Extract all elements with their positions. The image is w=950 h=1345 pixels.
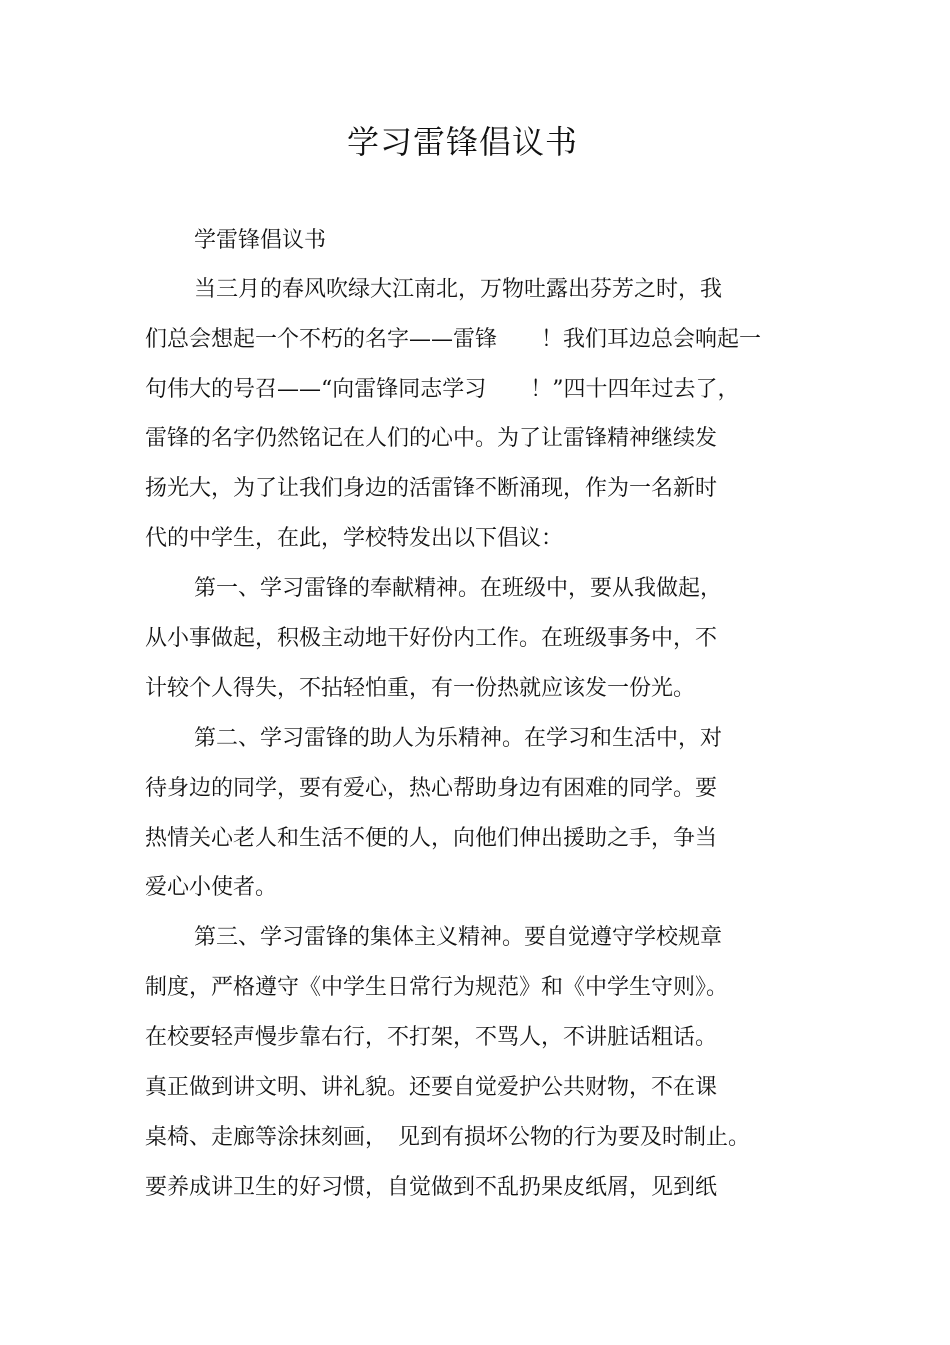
body-line: 当三月的春风吹绿大江南北，万物吐露出芬芳之时，我 <box>194 277 723 302</box>
body-line: 要养成讲卫生的好习惯，自觉做到不乱扔果皮纸屑，见到纸 <box>145 1175 718 1200</box>
body-line: 句伟大的号召——“向雷锋同志学习 ！”四十四年过去了， <box>145 377 740 402</box>
body-line: 第一、学习雷锋的奉献精神。在班级中，要从我做起， <box>194 576 723 601</box>
body-line: 从小事做起，积极主动地干好份内工作。在班级事务中，不 <box>145 626 718 651</box>
body-line: 热情关心老人和生活不便的人，向他们伸出援助之手，争当 <box>145 826 718 851</box>
body-line: 第二、学习雷锋的助人为乐精神。在学习和生活中，对 <box>194 726 723 751</box>
body-line: 们总会想起一个不朽的名字——雷锋 ！我们耳边总会响起一 <box>145 327 762 352</box>
body-line: 雷锋的名字仍然铭记在人们的心中。为了让雷锋精神继续发 <box>145 426 718 451</box>
body-line: 制度，严格遵守《中学生日常行为规范》和《中学生守则》。 <box>145 975 729 1000</box>
body-line: 桌椅、走廊等涂抹刻画， 见到有损坏公物的行为要及时制止。 <box>145 1125 751 1150</box>
document-title: 学习雷锋倡议书 <box>346 123 578 161</box>
body-line: 代的中学生，在此，学校特发出以下倡议： <box>145 526 564 551</box>
subtitle-line: 学雷锋倡议书 <box>194 228 327 253</box>
body-line: 扬光大，为了让我们身边的活雷锋不断涌现，作为一名新时 <box>145 476 718 501</box>
body-line: 待身边的同学，要有爱心，热心帮助身边有困难的同学。要 <box>145 776 718 801</box>
body-line: 第三、学习雷锋的集体主义精神。要自觉遵守学校规章 <box>194 925 723 950</box>
body-line: 爱心小使者。 <box>145 875 278 900</box>
body-line: 计较个人得失，不拈轻怕重，有一份热就应该发一份光。 <box>145 676 696 701</box>
body-line: 在校要轻声慢步靠右行，不打架，不骂人，不讲脏话粗话。 <box>145 1025 718 1050</box>
body-line: 真正做到讲文明、讲礼貌。还要自觉爱护公共财物，不在课 <box>145 1075 718 1100</box>
